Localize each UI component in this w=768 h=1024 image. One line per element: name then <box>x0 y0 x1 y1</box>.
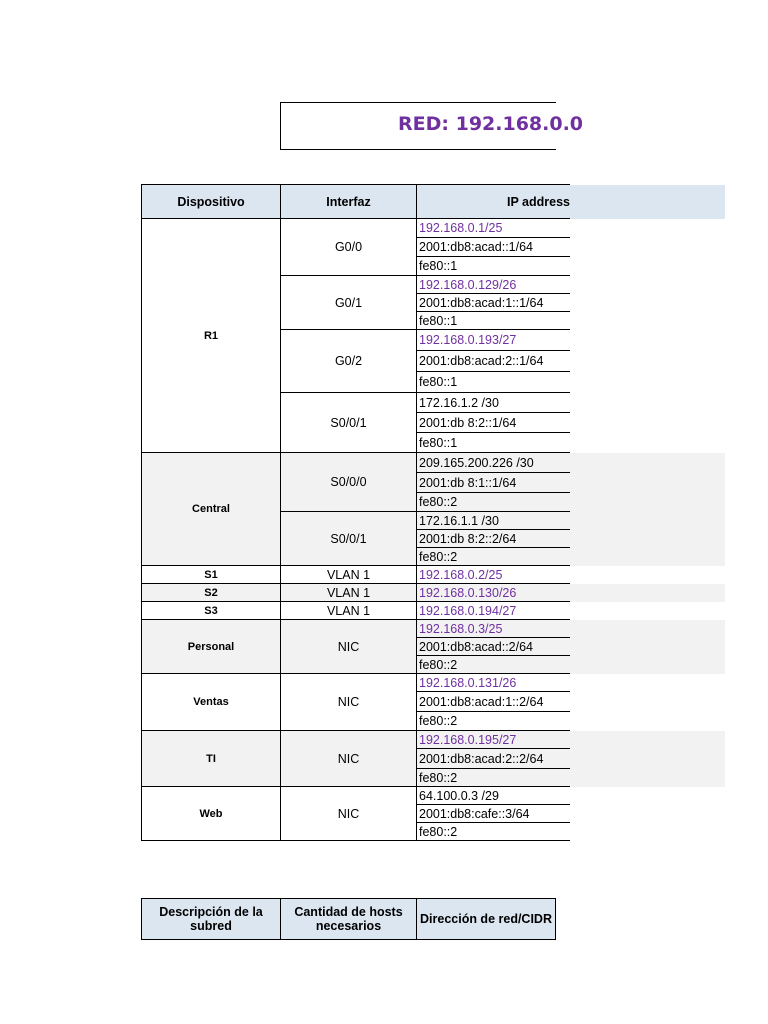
ip-overflow-cell <box>570 805 725 823</box>
table-row <box>142 674 726 692</box>
device-name-cell: Ventas <box>142 674 281 731</box>
ip-address-cell: 192.168.0.193/27 <box>417 330 571 351</box>
ip-address-cell: 192.168.0.130/26 <box>417 584 571 602</box>
ip-address-cell: fe80::2 <box>417 823 571 841</box>
interface-cell: NIC <box>281 731 417 787</box>
ip-address-cell: fe80::1 <box>417 312 571 330</box>
interface-cell: NIC <box>281 674 417 731</box>
ip-overflow-cell <box>570 351 725 372</box>
ip-address-cell: 192.168.0.1/25 <box>417 219 571 238</box>
ip-overflow-cell <box>570 219 725 238</box>
ip-overflow-cell <box>570 566 725 584</box>
table-row <box>142 453 726 473</box>
ip-address-cell: 2001:db8:acad:2::2/64 <box>417 749 571 769</box>
ip-address-cell: fe80::1 <box>417 257 571 276</box>
table-header-row <box>142 185 726 219</box>
table-row <box>142 731 726 749</box>
ip-address-cell: fe80::2 <box>417 712 571 731</box>
interface-cell: S0/0/1 <box>281 512 417 566</box>
device-name-cell: TI <box>142 731 281 787</box>
ip-overflow-cell <box>570 584 725 602</box>
header-interface: Interfaz <box>281 185 417 219</box>
addressing-table <box>141 184 726 841</box>
ip-overflow-cell <box>570 312 725 330</box>
ip-overflow-cell <box>570 238 725 257</box>
ip-overflow-cell <box>570 638 725 656</box>
ip-address-cell: fe80::2 <box>417 656 571 674</box>
interface-cell: G0/0 <box>281 219 417 276</box>
ip-overflow-cell <box>570 787 725 805</box>
ip-overflow-cell <box>570 294 725 312</box>
ip-overflow-cell <box>570 620 725 638</box>
ip-overflow-cell <box>570 749 725 769</box>
interface-cell: NIC <box>281 620 417 674</box>
ip-address-cell: fe80::2 <box>417 548 571 566</box>
device-name-cell: Personal <box>142 620 281 674</box>
ip-overflow-cell <box>570 330 725 351</box>
ip-overflow-cell <box>570 413 725 433</box>
header-ip-overflow <box>570 185 725 219</box>
device-name-cell: S2 <box>142 584 281 602</box>
table-row <box>142 602 726 620</box>
ip-address-cell: fe80::1 <box>417 372 571 393</box>
ip-address-cell: 192.168.0.2/25 <box>417 566 571 584</box>
ip-address-cell: 64.100.0.3 /29 <box>417 787 571 805</box>
interface-cell: G0/2 <box>281 330 417 393</box>
ip-address-cell: fe80::2 <box>417 493 571 512</box>
interface-cell: S0/0/1 <box>281 393 417 453</box>
ip-address-cell: 209.165.200.226 /30 <box>417 453 571 473</box>
table-row <box>142 787 726 805</box>
subnet-header-row <box>142 899 556 940</box>
network-title-box <box>280 102 584 150</box>
interface-cell: VLAN 1 <box>281 584 417 602</box>
ip-address-cell: fe80::1 <box>417 433 571 453</box>
ip-overflow-cell <box>570 276 725 294</box>
ip-overflow-cell <box>570 548 725 566</box>
ip-address-cell: fe80::2 <box>417 769 571 787</box>
subnet-table <box>141 898 556 940</box>
ip-address-cell: 192.168.0.131/26 <box>417 674 571 692</box>
ip-address-cell: 192.168.0.194/27 <box>417 602 571 620</box>
table-row <box>142 620 726 638</box>
header-device: Dispositivo <box>142 185 281 219</box>
ip-overflow-cell <box>570 602 725 620</box>
ip-address-cell: 192.168.0.129/26 <box>417 276 571 294</box>
ip-address-cell: 172.16.1.2 /30 <box>417 393 571 413</box>
ip-address-cell: 192.168.0.3/25 <box>417 620 571 638</box>
ip-overflow-cell <box>570 493 725 512</box>
interface-cell: VLAN 1 <box>281 602 417 620</box>
device-name-cell: S3 <box>142 602 281 620</box>
ip-overflow-cell <box>570 674 725 692</box>
interface-cell: S0/0/0 <box>281 453 417 512</box>
ip-address-cell: 2001:db8:acad::2/64 <box>417 638 571 656</box>
interface-cell: VLAN 1 <box>281 566 417 584</box>
ip-address-cell: 2001:db 8:2::2/64 <box>417 530 571 548</box>
ip-address-cell: 2001:db8:acad:2::1/64 <box>417 351 571 372</box>
ip-overflow-cell <box>570 769 725 787</box>
device-name-cell: R1 <box>142 219 281 453</box>
ip-overflow-cell <box>570 823 725 841</box>
ip-overflow-cell <box>570 512 725 530</box>
subnet-header-description: Descripción de la subred <box>142 899 281 940</box>
ip-address-cell: 2001:db8:acad:1::2/64 <box>417 692 571 712</box>
ip-overflow-cell <box>570 257 725 276</box>
ip-overflow-cell <box>570 473 725 493</box>
ip-overflow-cell <box>570 453 725 473</box>
network-title: RED: 192.168.0.0 <box>398 113 584 135</box>
ip-address-cell: 172.16.1.1 /30 <box>417 512 571 530</box>
table-row <box>142 219 726 238</box>
subnet-header-hosts: Cantidad de hosts necesarios <box>281 899 417 940</box>
interface-cell: NIC <box>281 787 417 841</box>
interface-cell: G0/1 <box>281 276 417 330</box>
ip-overflow-cell <box>570 433 725 453</box>
ip-address-cell: 2001:db 8:2::1/64 <box>417 413 571 433</box>
device-name-cell: S1 <box>142 566 281 584</box>
table-row <box>142 566 726 584</box>
ip-address-cell: 2001:db8:cafe::3/64 <box>417 805 571 823</box>
ip-address-cell: 2001:db8:acad::1/64 <box>417 238 571 257</box>
ip-overflow-cell <box>570 731 725 749</box>
ip-overflow-cell <box>570 393 725 413</box>
ip-overflow-cell <box>570 372 725 393</box>
header-ip-address: IP address <box>417 185 571 219</box>
ip-overflow-cell <box>570 656 725 674</box>
ip-overflow-cell <box>570 692 725 712</box>
device-name-cell: Central <box>142 453 281 566</box>
ip-address-cell: 192.168.0.195/27 <box>417 731 571 749</box>
ip-address-cell: 2001:db8:acad:1::1/64 <box>417 294 571 312</box>
ip-overflow-cell <box>570 712 725 731</box>
table-row <box>142 584 726 602</box>
subnet-header-network: Dirección de red/CIDR <box>417 899 556 940</box>
device-name-cell: Web <box>142 787 281 841</box>
ip-address-cell: 2001:db 8:1::1/64 <box>417 473 571 493</box>
ip-overflow-cell <box>570 530 725 548</box>
